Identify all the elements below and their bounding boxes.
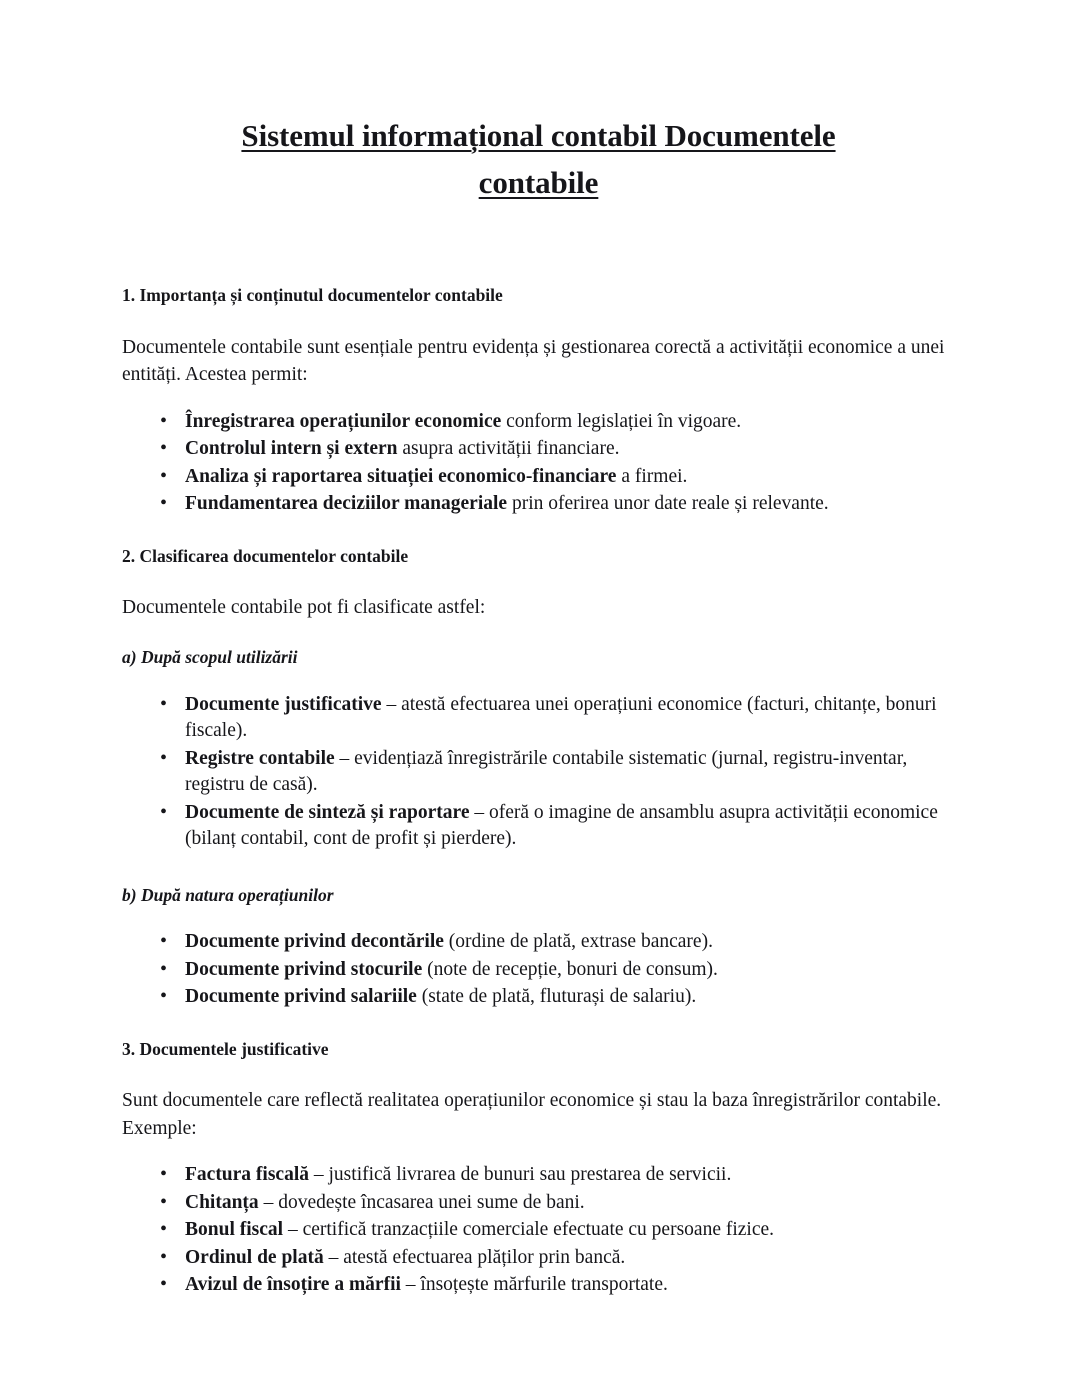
list-item-term: Fundamentarea deciziilor manageriale (185, 493, 508, 515)
list-item-text: – însoțește mărfurile transportate. (400, 1274, 668, 1296)
list-item (122, 957, 955, 984)
list-item (122, 1272, 955, 1299)
list-item-text: (ordine de plată, extrase bancare). (443, 931, 713, 953)
list-item (122, 436, 955, 463)
list-item-term: Documente justificative (185, 693, 382, 715)
spacer (122, 907, 955, 929)
list-item-term: Documente privind decontările (185, 931, 444, 953)
list-item (122, 984, 955, 1011)
list-item (122, 1217, 955, 1244)
list-item-term: Documente privind stocurile (185, 958, 423, 980)
list-item-term: Analiza și raportarea situației economico-financiare (185, 465, 617, 487)
list-item (122, 491, 955, 518)
section-2-paragraph: Documentele contabile pot fi clasificate astfel: (122, 597, 486, 619)
section-2-heading: 2. Clasificarea documentelor contabile (122, 545, 409, 566)
spacer (122, 519, 955, 545)
list-item-term: Documente privind salariile (185, 986, 417, 1008)
list-item-term: Ordinul de plată (185, 1246, 324, 1268)
list-item-text: (note de recepție, bonuri de consum). (422, 958, 718, 980)
list-item-term: Documente de sinteză și raportare (185, 801, 470, 823)
list-item-text: – atestă efectuarea unei operațiuni economice (facturi, chitanțe, bonuri fiscale). (185, 693, 937, 742)
list-item-term: Controlul intern și extern (185, 438, 398, 460)
list-item (122, 800, 942, 853)
list-item (122, 1190, 955, 1217)
list-item (122, 464, 955, 491)
section-3-bullet-list (122, 1162, 955, 1299)
list-item-text: conform legislației în vigoare. (501, 410, 742, 432)
subsection-a-bullet-list (122, 692, 942, 853)
page-title-line-2: contabile (478, 165, 599, 201)
list-item-text: (state de plată, fluturași de salariu). (416, 986, 697, 1008)
list-item (122, 409, 955, 436)
list-item-text: prin oferirea unor date reale și relevante. (507, 493, 829, 515)
spacer (122, 568, 955, 594)
section-1-bullet-list (122, 409, 955, 518)
list-item-text: – evidențiază înregistrările contabile sistematic (jurnal, registru-inventar, registru de casă). (185, 747, 908, 796)
page-title (122, 112, 955, 206)
list-item-term: Bonul fiscal (185, 1219, 284, 1241)
page-title-line-1: Sistemul informațional contabil Documentele (241, 118, 836, 153)
list-item (122, 1245, 955, 1272)
list-item-text: – justifică livrarea de bunuri sau prestarea de servicii. (309, 1164, 732, 1186)
spacer (122, 1061, 955, 1087)
list-item (122, 692, 942, 745)
list-item (122, 746, 942, 799)
section-1-paragraph: Documentele contabile sunt esențiale pentru evidența și gestionarea corectă a activității economice a unei entități. Acestea permit: (122, 336, 945, 386)
list-item-term: Avizul de însoțire a mărfii (185, 1274, 401, 1296)
subsection-b-heading: b) După natura operațiunilor (122, 884, 334, 905)
list-item (122, 1162, 955, 1189)
spacer (122, 622, 955, 646)
document-content (122, 0, 955, 1299)
section-3-paragraph: Sunt documentele care reflectă realitatea operațiunilor economice și stau la baza înregistrărilor contabile. Exemple: (122, 1090, 942, 1139)
list-item-text: – certifică tranzacțiile comerciale efectuate cu persoane fizice. (283, 1219, 775, 1241)
spacer (122, 1012, 955, 1038)
section-1-heading: 1. Importanța și conținutul documentelor contabile (122, 285, 503, 306)
spacer (122, 206, 955, 284)
spacer (122, 308, 955, 334)
list-item-text: a firmei. (616, 465, 688, 487)
spacer (122, 854, 955, 884)
list-item-text: asupra activității financiare. (397, 438, 620, 460)
list-item-text: – atestă efectuarea plăților prin bancă. (323, 1246, 626, 1268)
spacer (122, 1142, 955, 1162)
subsection-b-bullet-list (122, 929, 955, 1011)
list-item-text: – dovedește încasarea unei sume de bani. (258, 1191, 585, 1213)
list-item-term: Factura fiscală (185, 1164, 310, 1186)
list-item-term: Registre contabile (185, 747, 335, 769)
section-3-heading: 3. Documentele justificative (122, 1038, 329, 1059)
list-item-term: Chitanța (185, 1191, 259, 1213)
spacer (122, 670, 955, 692)
subsection-a-heading: a) După scopul utilizării (122, 646, 298, 667)
spacer (122, 389, 955, 409)
list-item (122, 929, 955, 956)
list-item-text: – oferă o imagine de ansamblu asupra activității economice (bilanț contabil, cont de profit și pierdere). (185, 801, 938, 850)
list-item-term: Înregistrarea operațiunilor economice (185, 410, 502, 432)
